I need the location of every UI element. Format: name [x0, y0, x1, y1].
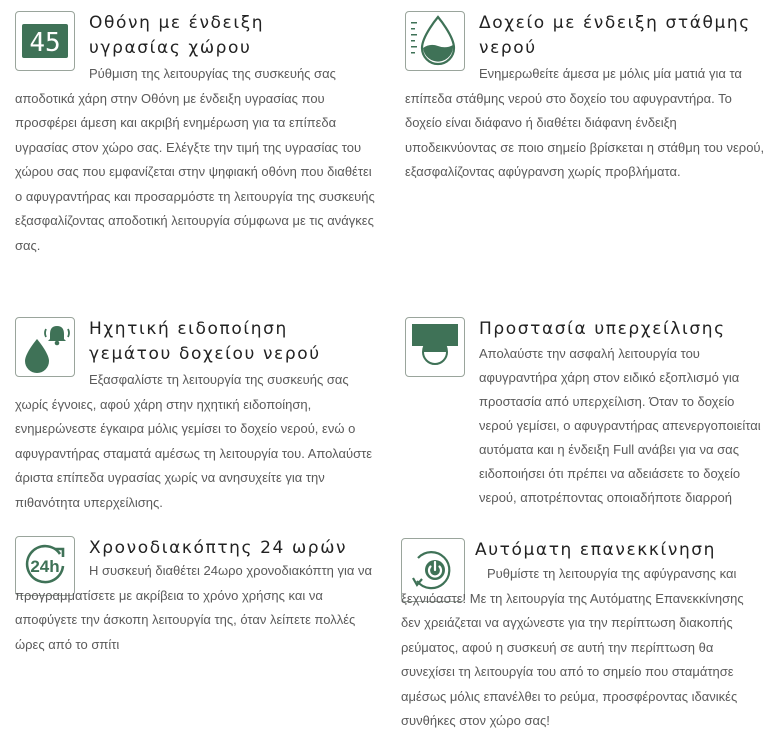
feature-description: Εξασφαλίστε τη λειτουργία της συσκευής σας χωρίς έγνοιες, αφού χάρη στην ηχητική ειδοποίηση, ενημερώνεστε έγκαιρα μόλις γεμίσει το δοχείο νερού, ενώ ο αφυγραντήρας σταματά αμέσως τη λειτουργία του. Απολαύστε άριστα επίπεδα υγρασίας χωρίς να ανησυχείτε για την πιθανότητα υπερχείλισης. — [15, 372, 373, 510]
feature-title: Οθόνη με ένδειξη υγρασίας χώρου — [89, 13, 265, 58]
feature-description: Ενημερωθείτε άμεσα με μόλις μία ματιά για τα επίπεδα στάθμης νερού στο δοχείο του αφυγραντήρα. Το δοχείο είναι διάφανο ή διαθέτει διάφανη ένδειξη υποδεικνύοντας σε ποιο σημείο βρίσκεται η στάθμη του νερού, εξασφαλίζοντας αφύγρανση χωρίς προβλήματα. — [405, 66, 765, 179]
feature-title: Αυτόματη επανεκκίνηση — [475, 540, 717, 560]
feature-title: Ηχητική ειδοποίηση γεμάτου δοχείου νερού — [89, 319, 321, 364]
feature-title: Προστασία υπερχείλισης — [479, 319, 726, 339]
feature-title: Χρονοδιακόπτης 24 ωρών — [89, 538, 348, 558]
overflow-protection-icon — [405, 317, 465, 377]
feature-overflow-protection — [405, 317, 765, 517]
feature-description: Απολαύστε την ασφαλή λειτουργία του αφυγραντήρα χάρη στον ειδικό εξοπλισμό για προστασία από υπερχείλιση. Όταν το δοχείο νερού γεμίσει, ο αφυγραντήρας απενεργοποιείται αυτόματα και η ένδειξη Full ανάβει για να σας ειδοποιήσει ότι πρέπει να αδειάσετε το δοχείο νερού, αποτρέποντας οποιαδήποτε διαρροή — [479, 346, 761, 505]
feature-24h-timer — [15, 536, 375, 666]
feature-description: Ρύθμιση της λειτουργίας της συσκευής σας αποδοτικά χάρη στην Οθόνη με ένδειξη υγρασίας που προσφέρει άμεση και ακριβή ενημέρωση για τα επίπεδα υγρασίας στον χώρο σας. Ελέγξτε την τιμή της υγρασίας του χώρου σας που εμφανίζεται στην ψηφιακή οθόνη που διαθέτει ο αφυγραντήρας και προσαρμόστε τη λειτουργία της συσκευής εξασφαλίζοντας αποδοτική λειτουργία σύμφωνα με τις ανάγκες σας. — [15, 66, 375, 253]
svg-text:45: 45 — [29, 28, 61, 58]
feature-auto-restart — [401, 538, 765, 738]
svg-text:24h: 24h — [30, 557, 60, 576]
feature-title: Δοχείο με ένδειξη στάθμης νερού — [479, 13, 751, 58]
feature-water-level — [405, 11, 765, 181]
feature-description: Η συσκευή διαθέτει 24ωρο χρονοδιακόπτη για να προγραμματίσετε με ακρίβεια το χρόνο χρήσης και να αποφύγετε την άσκοπη λειτουργία της, όταν λείπετε πολλές ώρες από το σπίτι — [15, 563, 373, 652]
feature-description: Ρυθμίστε τη λειτουργία της αφύγρανσης και ξεχνιόαστε! Με τη λειτουργία της Αυτόματης Επανεκκίνησης δεν χρειάζεται να αγχώνεστε για την περίπτωση διακοπής ρεύματος, αφού η συσκευή σε αυτή την περίπτωση θα συνεχίσει τη λειτουργία του από το σημείο που σταμάτησε αμέσως μόλις επανέλθει το ρεύμα, προσφέροντας ιδανικές συνθήκες στον χώρο σας! — [401, 566, 744, 728]
feature-full-tank-alert — [15, 317, 375, 517]
feature-humidity-display — [15, 11, 375, 251]
